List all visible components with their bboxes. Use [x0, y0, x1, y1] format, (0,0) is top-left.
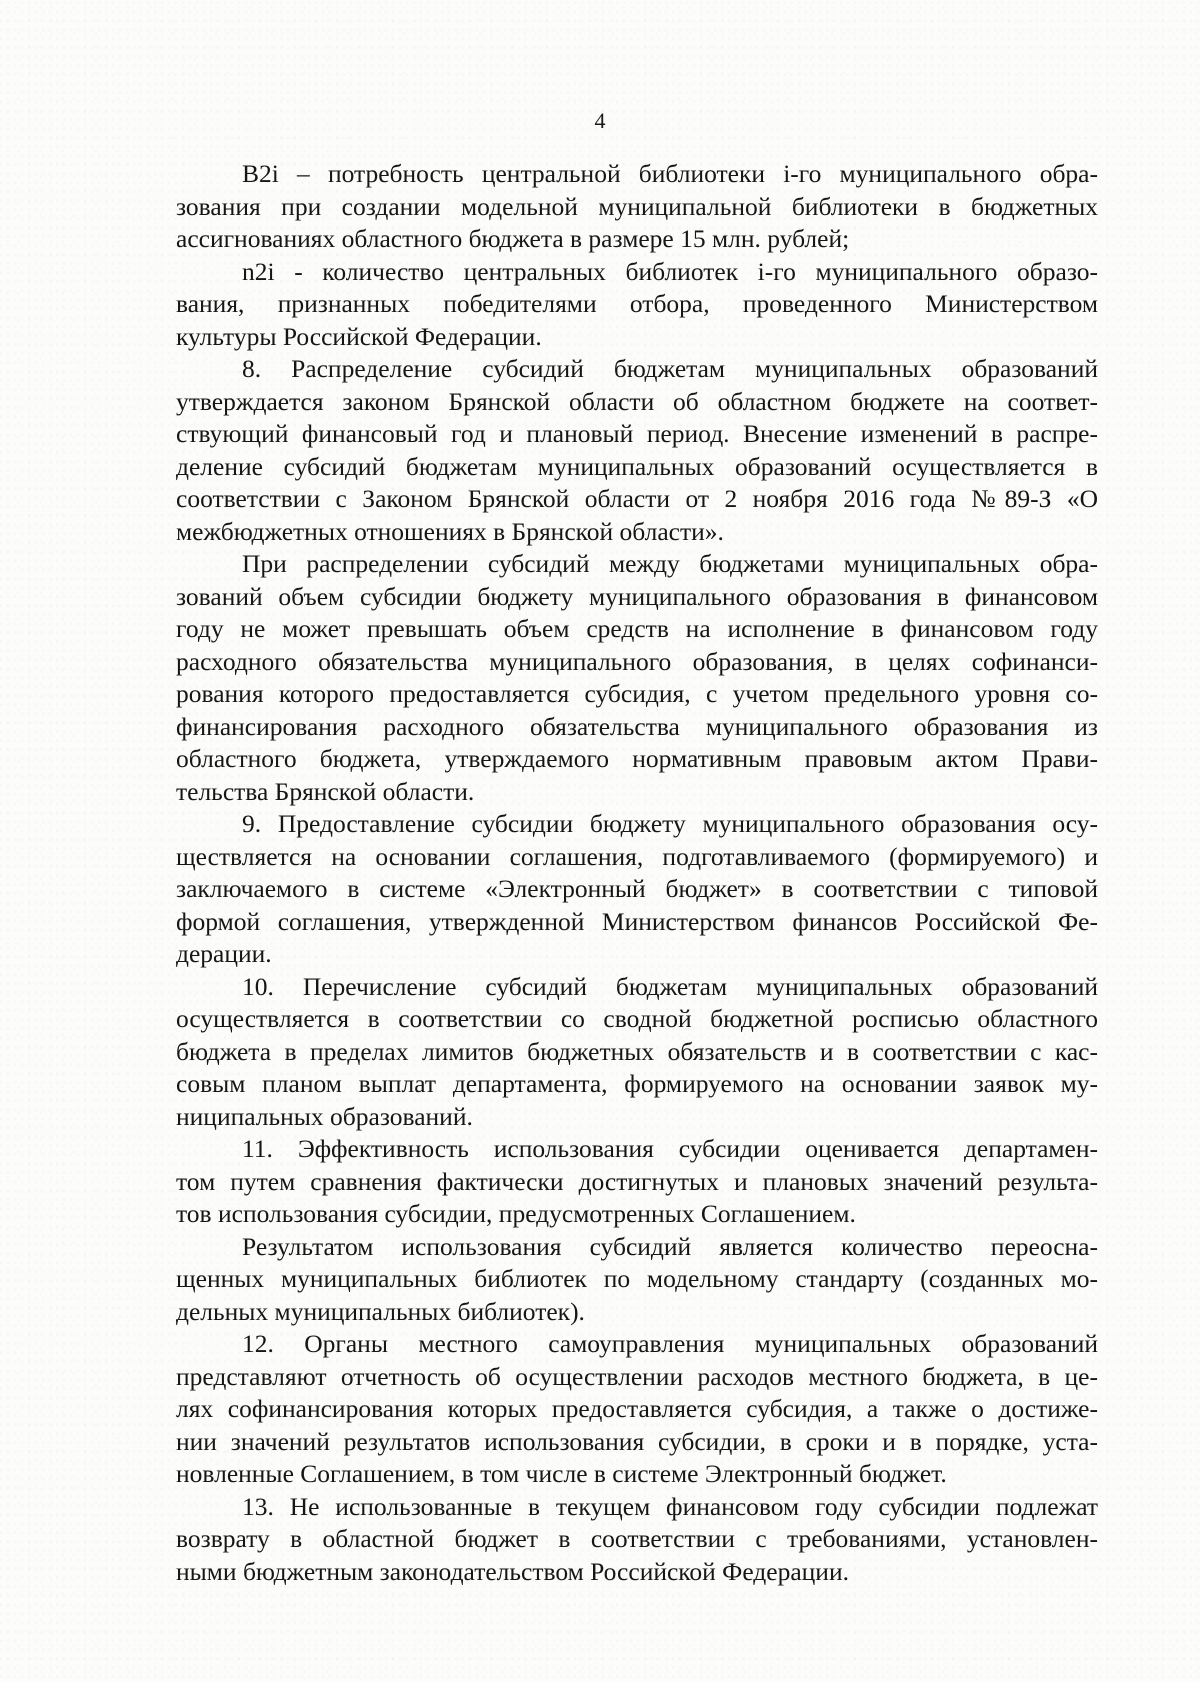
text-line: n2i - количество центральных библиотек i-го муниципального образо-	[242, 256, 1098, 286]
text-line: тов использования субсидии, предусмотренных Соглашением.	[176, 1199, 856, 1228]
text-line: 10. Перечисление субсидий бюджетам муниципальных образований	[242, 971, 1098, 1001]
text-line: осуществляется в соответствии со сводной бюджетной росписью областного	[176, 1004, 1098, 1033]
paragraph-distribution	[176, 548, 1098, 808]
text-line: формой соглашения, утвержденной Министерством финансов Российской Фе-	[176, 906, 1098, 936]
text-line: зования при создании модельной муниципальной библиотеки в бюджетных	[176, 191, 1098, 221]
text-line: ществляется на основании соглашения, подготавливаемого (формируемого) и	[176, 841, 1098, 871]
text-line: 13. Не использованные в текущем финансовом году субсидии подлежат	[242, 1491, 1098, 1521]
text-line: заключаемого в системе «Электронный бюджет» в соответствии с типовой	[176, 874, 1098, 903]
paragraph-13	[176, 1491, 1098, 1589]
text-line: 11. Эффективность использования субсидии оценивается департамен-	[242, 1134, 1098, 1163]
text-line: областного бюджета, утверждаемого нормативным правовым актом Прави-	[176, 744, 1098, 773]
text-line: утверждается законом Брянской области об областном бюджете на соответ-	[176, 386, 1098, 416]
text-line: культуры Российской Федерации.	[176, 321, 542, 351]
text-line: году не может превышать объем средств на исполнение в финансовом году	[176, 614, 1098, 643]
text-line: тельства Брянской области.	[176, 776, 475, 806]
text-line: ассигнованиях областного бюджета в размере 15 млн. рублей;	[176, 224, 850, 253]
text-line: зований объем субсидии бюджету муниципального образования в финансовом	[176, 581, 1098, 611]
paragraph-result	[176, 1231, 1098, 1329]
text-line: ниципальных образований.	[176, 1101, 473, 1131]
text-line: 9. Предоставление субсидии бюджету муниципального образования осу-	[242, 809, 1098, 838]
text-line: щенных муниципальных библиотек по модельному стандарту (созданных мо-	[176, 1264, 1098, 1293]
text-line: вания, признанных победителями отбора, проведенного Министерством	[176, 289, 1098, 318]
text-line: 8. Распределение субсидий бюджетам муниципальных образований	[242, 354, 1098, 383]
text-line: представляют отчетность об осуществлении расходов местного бюджета, в це-	[176, 1361, 1098, 1391]
paragraph-11	[176, 1133, 1098, 1231]
paragraph-b2i	[176, 158, 1098, 256]
text-line: том путем сравнения фактически достигнутых и плановых значений результа-	[176, 1166, 1098, 1196]
text-line: нии значений результатов использования субсидии, в сроки и в порядке, уста-	[176, 1426, 1098, 1456]
text-line: ными бюджетным законодательством Российской Федерации.	[176, 1556, 849, 1586]
text-line: ствующий финансовый год и плановый период. Внесение изменений в распре-	[176, 419, 1098, 448]
text-line: рования которого предоставляется субсидия, с учетом предельного уровня со-	[176, 679, 1098, 708]
text-line: При распределении субсидий между бюджетами муниципальных обра-	[242, 549, 1098, 578]
paragraph-12	[176, 1328, 1098, 1491]
text-line: возврату в областной бюджет в соответствии с требованиями, установлен-	[176, 1524, 1098, 1553]
text-line: деление субсидий бюджетам муниципальных образований осуществляется в	[176, 451, 1098, 481]
paragraph-n2i	[176, 256, 1098, 354]
paragraph-9	[176, 808, 1098, 971]
text-line: совым планом выплат департамента, формируемого на основании заявок му-	[176, 1069, 1098, 1098]
text-line: расходного обязательства муниципального образования, в целях софинанси-	[176, 646, 1098, 676]
text-line: Результатом использования субсидий является количество переосна-	[242, 1231, 1098, 1261]
text-line: новленные Соглашением, в том числе в системе Электронный бюджет.	[176, 1459, 947, 1488]
document-body	[176, 158, 1098, 1588]
text-line: B2i – потребность центральной библиотеки i-го муниципального обра-	[242, 159, 1098, 188]
paragraph-8	[176, 353, 1098, 548]
paragraph-10	[176, 971, 1098, 1134]
text-line: финансирования расходного обязательства муниципального образования из	[176, 711, 1098, 741]
text-line: межбюджетных отношениях в Брянской области».	[176, 516, 724, 546]
text-line: дельных муниципальных библиотек).	[176, 1296, 585, 1326]
text-line: 12. Органы местного самоуправления муниципальных образований	[242, 1329, 1098, 1358]
text-line: лях софинансирования которых предоставляется субсидия, а также о достиже-	[176, 1394, 1098, 1423]
text-line: бюджета в пределах лимитов бюджетных обязательств и в соответствии с кас-	[176, 1036, 1098, 1066]
text-line: соответствии с Законом Брянской области от 2 ноября 2016 года №89-З «О	[176, 484, 1098, 513]
text-line: дерации.	[176, 939, 272, 968]
page-number: 4	[594, 108, 606, 133]
